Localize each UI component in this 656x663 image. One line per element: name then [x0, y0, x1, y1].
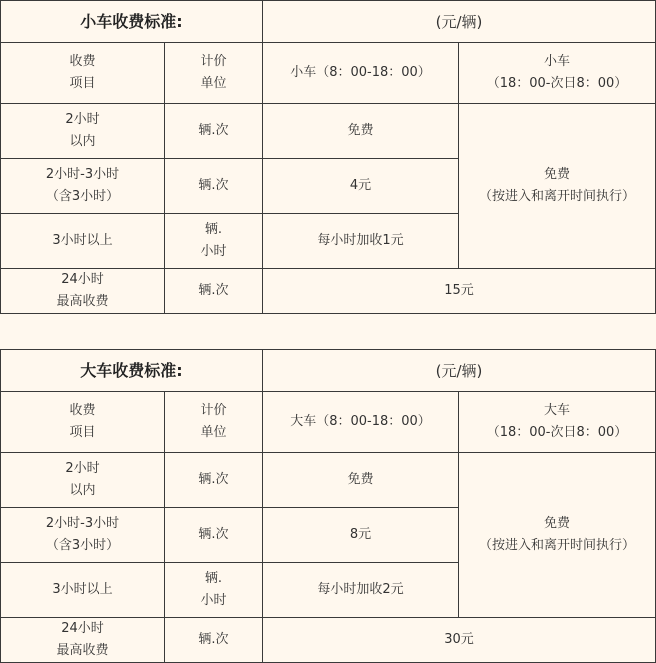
small-car-fee-table — [0, 0, 656, 314]
table-row — [1, 104, 656, 159]
header-daytime: 小车（8：00-18：00） — [263, 43, 459, 104]
currency-unit-note: (元/辆) — [263, 350, 656, 392]
row-fee: 免费 — [263, 104, 459, 159]
table-title: 小车收费标准: — [1, 1, 263, 43]
row-item: 24小时 最高收费 — [1, 618, 165, 663]
header-item: 收费 项目 — [1, 392, 165, 453]
row-item: 2小时 以内 — [1, 453, 165, 508]
header-nighttime: 大车 （18：00-次日8：00） — [459, 392, 656, 453]
large-car-fee-table — [0, 349, 656, 663]
row-fee: 4元 — [263, 159, 459, 214]
header-pricing-unit: 计价 单位 — [165, 392, 263, 453]
row-unit: 辆. 小时 — [165, 563, 263, 618]
header-daytime: 大车（8：00-18：00） — [263, 392, 459, 453]
row-unit: 辆.次 — [165, 508, 263, 563]
row-fee: 8元 — [263, 508, 459, 563]
table-title: 大车收费标准: — [1, 350, 263, 392]
row-item: 3小时以上 — [1, 214, 165, 269]
row-item: 24小时 最高收费 — [1, 269, 165, 314]
row-fee: 每小时加收1元 — [263, 214, 459, 269]
row-unit: 辆.次 — [165, 104, 263, 159]
row-unit: 辆.次 — [165, 618, 263, 663]
night-fee-cell: 免费 （按进入和离开时间执行） — [459, 104, 656, 269]
row-item: 2小时-3小时 （含3小时） — [1, 159, 165, 214]
night-fee-cell: 免费 （按进入和离开时间执行） — [459, 453, 656, 618]
header-pricing-unit: 计价 单位 — [165, 43, 263, 104]
table-row — [1, 269, 656, 314]
row-unit: 辆.次 — [165, 453, 263, 508]
table-row — [1, 618, 656, 663]
header-item: 收费 项目 — [1, 43, 165, 104]
row-item: 2小时-3小时 （含3小时） — [1, 508, 165, 563]
row-fee: 30元 — [263, 618, 656, 663]
row-item: 3小时以上 — [1, 563, 165, 618]
table-row — [1, 453, 656, 508]
row-unit: 辆.次 — [165, 269, 263, 314]
row-fee: 免费 — [263, 453, 459, 508]
header-nighttime: 小车 （18：00-次日8：00） — [459, 43, 656, 104]
row-fee: 每小时加收2元 — [263, 563, 459, 618]
row-fee: 15元 — [263, 269, 656, 314]
row-unit: 辆.次 — [165, 159, 263, 214]
row-item: 2小时 以内 — [1, 104, 165, 159]
row-unit: 辆. 小时 — [165, 214, 263, 269]
currency-unit-note: (元/辆) — [263, 1, 656, 43]
